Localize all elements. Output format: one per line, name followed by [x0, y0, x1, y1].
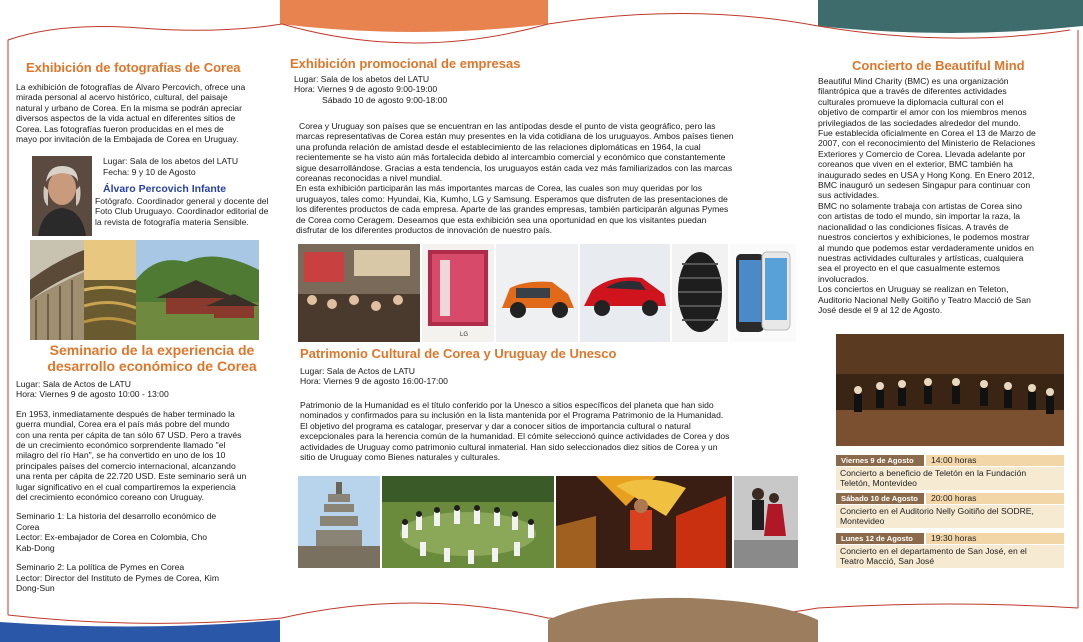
pagoda-photo	[298, 476, 380, 568]
schedule-desc: Concierto a beneficio de Teletón en la Fundación Teletón, Montevideo	[836, 467, 1064, 490]
palace-photo	[136, 240, 259, 340]
schedule-desc: Concierto en el Auditorio Nelly Goitiño del SODRE, Montevideo	[836, 505, 1064, 528]
seminario-body: Lugar: Sala de Actos de LATU Hora: Viernes 9 de agosto 10:00 - 13:00 En 1953, inmediatamente después de haber terminado la guerra mundial, Corea era el país más pobre del mundo con una renta per cápita de tan sólo 67 USD. Pero a través de un crecimiento económico sorprendente llamado "el milagro del río Han", se ha convertido en uno de los 10 principales países del comercio internacional, alcanzando una renta per cápita de 22.720 USD. Este seminario será un lugar significativo en el cual compartiremos la experiencia del crecimiento económico coreano con Uruguay. Seminario 1: La historia del desarrollo económico de Corea Lector: Ex-embajador de Corea en Colombia, Cho Kab-Dong Seminario 2: La política de Pymes en Corea Lector: Director del Instituto de Pymes de Corea, Kim Dong-Sun	[16, 379, 284, 593]
schedule-time: 14:00 horas	[926, 455, 1064, 466]
top-curve-right	[818, 26, 1070, 38]
concert-stage-photo	[836, 334, 1064, 446]
bio-line: la revista de fotografía materia Sensible.	[95, 216, 249, 227]
kia-suv-photo	[496, 244, 578, 342]
seminario-hora: Hora: Viernes 9 de agosto 10:00 - 13:00	[16, 389, 169, 400]
bio-line: Foto Club Uruguayo. Coordinador editorial de	[95, 206, 269, 217]
top-orange-tab	[280, 0, 548, 32]
empresas-hora: Hora: Viernes 9 de agosto 9:00-19:00	[294, 84, 438, 95]
hyundai-car-photo	[580, 244, 670, 342]
top-curve-left	[8, 24, 282, 40]
photographer-name: Álvaro Percovich Infante	[103, 182, 227, 195]
bio-line: Fotógrafo. Coordinador general y docente del	[95, 195, 269, 206]
hanok-roof-photo	[30, 240, 84, 340]
top-curve-mid	[282, 24, 548, 43]
beautiful-body: Beautiful Mind Charity (BMC) es una organización filantrópica que a través de diferentes actividades culturales promueve la diplomacia cultural con el objetivo de compartir el amor con los miembros menos privilegiados de las sociedades alrededor del mundo. Fue establecida oficialmente en Corea el 13 de Marzo de 2007, con el reconocimiento del Ministerio de Relaciones Exteriores y Comercio de Corea. Llevada adelante por coreanos que viven en el exterior, BMC también ha inaugurado sedes en USA y Hong Kong. En Enero 2012, BMC inauguró un sedesen Singapur para continuar con sus actividades. BMC no solamente trabaja con artistas de Corea sino con artistas de todo el mundo, sin importar la raza, la nacionalidad o las condiciones físicas. A través de nuestros conciertos y exhibiciones, le podemos mostrar al mundo que podemos estar verdaderamente unidos en nuestras actividades culturales y artísticas, cualquiera sea el proyecto en el que casualmente estemos involucrados. Los conciertos en Uruguay se realizan en Teleton, Auditorio Nacional Nelly Goitiño y Teatro Macció de San José desde el 9 al 12 de Agosto.	[818, 76, 1036, 315]
kumho-tire-photo	[672, 244, 728, 342]
carnival-dancer-photo	[556, 476, 732, 568]
tango-dancers-photo	[734, 476, 798, 568]
schedule-time: 20:00 horas	[926, 493, 1064, 504]
bottom-brown-tab	[548, 598, 818, 642]
expo-crowd-photo	[298, 244, 420, 342]
bottom-blue-tab	[0, 620, 280, 642]
empresas-info	[294, 74, 814, 105]
seminario-title	[32, 342, 272, 374]
circle-dance-photo	[382, 476, 554, 568]
schedule-day: Lunes 12 de Agosto	[836, 533, 924, 544]
bottom-curve-mid2	[548, 608, 818, 622]
beautiful-title: Concierto de Beautiful Mind	[852, 58, 1025, 73]
fotos-info	[95, 156, 283, 227]
top-teal-tab	[818, 0, 1083, 33]
empresas-hora: Sábado 10 de agosto 9:00-18:00	[322, 94, 448, 105]
schedule-time: 19:30 horas	[926, 533, 1064, 544]
patrimonio-title: Patrimonio Cultural de Corea y Uruguay de Unesco	[300, 346, 617, 361]
svg-text:LG: LG	[460, 332, 469, 338]
top-curve-mid2	[548, 13, 818, 26]
fotos-title: Exhibición de fotografías de Corea	[26, 60, 241, 75]
seminario-lugar: Lugar: Sala de Actos de LATU	[16, 379, 131, 389]
samsung-phone-photo	[730, 244, 796, 342]
patrimonio-hora: Hora: Viernes 9 de agosto 16:00-17:00	[300, 376, 448, 387]
schedule-day: Sábado 10 de Agosto	[836, 493, 924, 504]
schedule-day: Viernes 9 de Agosto	[836, 455, 924, 466]
bottom-curve-left	[8, 615, 282, 623]
empresas-lugar: Lugar: Sala de los abetos del LATU	[294, 74, 430, 84]
rice-terrace-photo	[84, 240, 136, 340]
fotos-fecha: Fecha: 9 y 10 de Agosto	[103, 167, 196, 178]
patrimonio-body: Patrimonio de la Humanidad es el título conferido por la Unesco a sitios específicos del planeta que han sido nominados y confirmados para su inclusión en la lista mantenida por el Programa Patrimonio de la Humanidad. El objetivo del programa es catalogar, preservar y dar a conocer sitios de importancia cultural o natural excepcionales para la herencia común de la humanidad. El cómite seleccionó quince actividades de Corea y dos actividades de Uruguay como patrimonio cultural inmaterial. Han sido seleccionados diez sitios de Corea y un sitio de Uruguay como Bienes naturales y culturales.	[300, 400, 730, 463]
patrimonio-lugar: Lugar: Sala de Actos de LATU	[300, 366, 415, 376]
empresas-title: Exhibición promocional de empresas	[290, 56, 521, 71]
portrait-photo-icon	[32, 156, 92, 236]
lg-tv-photo	[422, 244, 494, 342]
bottom-curve-mid	[282, 603, 548, 618]
patrimonio-info	[300, 366, 820, 387]
seminario-title-line: desarrollo económico de Corea	[47, 358, 257, 374]
fotos-lugar: Lugar: Sala de los abetos del LATU	[103, 156, 239, 166]
schedule-desc: Concierto en el departamento de San José, en el Teatro Macció, San José	[836, 545, 1064, 568]
fotos-intro: La exhibición de fotografías de Álvaro Percovich, ofrece una mirada personal al acervo histórico, cultural, del paisaje natural y urbano de Corea. En la misma se podrán apreciar diversos aspectos de la vida actual en diferentes sitios de Corea. Las fotografías fueron producidas en el mes de mayo por invitación de la Embajada de Corea en Uruguay.	[16, 82, 246, 145]
empresas-body: Corea y Uruguay son países que se encuentran en las antípodas desde el punto de vista geográfico, pero las marcas representativas de Corea están muy presentes en la vida cotidiana de los uruguayos. Ambos países tienen una profunda relación de amistad desde el establecimiento de las relaciones diplomáticas en 1964, la cual recientemente se ha visto aún más fortalecida debido al intercambio comercial y económico que constantemente sigue desarrollándose. Gracias a esta tendencia, los uruguayos están cada vez más familiarizados con las marcas coreanas reconocidas a nivel mundial. En esta exhibición participarán las más importantes marcas de Corea, las cuales son muy queridas por los uruguayos, tales como: Hyundai, Kia, Kumho, LG y Samsung. Esperamos que disfruten de las presentaciones de los diferentes productos de cada empresa. Aparte de las grandes empresas, también participarán algunas Pymes de Corea como Ceragem. Deseamos que esta exhibición sea una oportunidad en que los visitantes puedan disfrutar de los diferentes productos de innovación de nuestro país.	[296, 121, 734, 236]
seminario-title-line: Seminario de la experiencia de	[49, 342, 255, 358]
bottom-curve-right	[818, 604, 1078, 608]
